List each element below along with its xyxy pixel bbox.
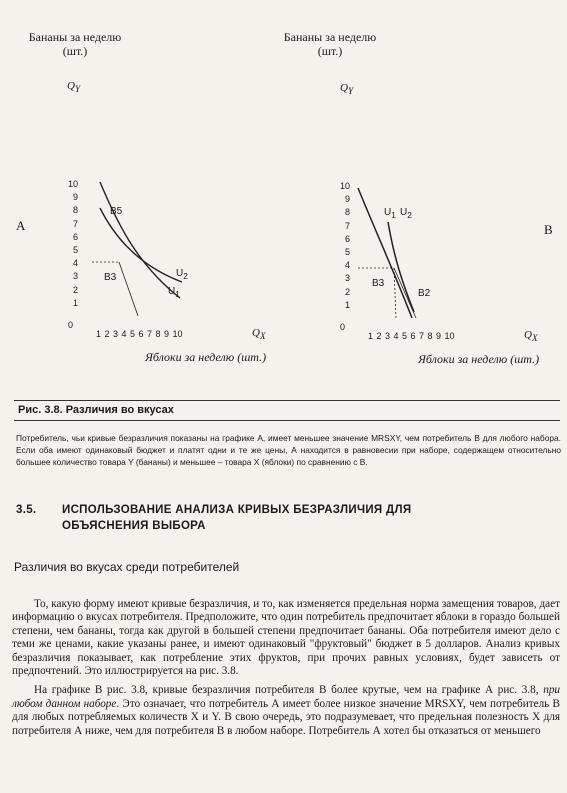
graph-a-side-label: A [16,218,26,233]
graph-b-label-u1: $U_1$ [384,207,396,220]
figure-title: Рис. 3.8. Различия во вкусах [18,404,174,416]
graph-b-origin: 0 [340,322,346,332]
graph-a-origin: 0 [68,320,74,330]
graph-a-x-title: Яблоки за неделю (шт.) [145,350,267,364]
graph-b-x-title: Яблоки за неделю (шт.) [418,352,540,366]
graph-b-y-title: Бананы за неделю (шт.) [283,30,377,58]
graph-b-label-u2: $U_2$ [400,207,412,220]
graph-b-side-label: B [544,222,553,237]
section-number: 3.5. [16,504,37,516]
graph-b-budget-line [394,268,416,318]
graph-a-y-title: Бананы за неделю (шт.) [28,30,122,58]
graph-a-budget-line [119,262,138,316]
graph-b-y-ticks: 10 9 8 7 6 5 4 3 2 1 [339,181,350,310]
graph-b-x-axis-label: $Q_X$ [524,329,538,344]
graph-a-curve-u2 [100,208,182,282]
graph-b-y-axis-label: $Q_Y$ [340,82,354,97]
graph-a-label-u2: $U_2$ [176,268,188,281]
graph-b-label-b3: B3 [372,278,385,289]
graph-b-x-ticks: 1 2 3 4 5 6 7 8 9 10 [368,331,455,341]
section-subtitle: Различия во вкусах среди потребителей [14,560,240,574]
graph-a-plot [80,170,270,330]
body-text [12,598,560,738]
graph-a-y-axis-label: $Q_Y$ [67,80,81,95]
graph-a-x-ticks: 1 2 3 4 5 6 7 8 9 10 [96,329,183,339]
paragraph-2: На графике В рис. 3.8, кривые безразличия потребителя В более крутые, чем на графике А рис. 3.8, при любом данном наборе. Это означает, что потребитель А имеет более низкое значение MRSXY, чем потребитель В для любых потребляемых количеств X и Y. В свою очередь, это подразумевает, что предельная полезность X для потребителя А ниже, чем для потребителя В в любом наборе. Потребитель А хотел бы отказаться от меньшего [12,684,560,737]
paragraph-1: То, какую форму имеют кривые безразличия, и то, как изменяется предельная норма замещения товаров, дает информацию о вкусах потребителя. Предположите, что один потребитель предпочитает яблоки в гораздо большей степени, чем бананы, тогда как другой в большей степени предпочитает бананы. Оба потребителя имеют дело с теми же ценами, какие указаны ранее, и имеют одинаковый "фруктовый" бюджет в 5 долларов. Анализ кривых безразличия показывает, как потребление этих фруктов, при прочих равных условиях, будет зависеть от предпочтений. Это иллюстрируется на рис. 3.8. [12,598,560,678]
figure-caption: Потребитель, чьи кривые безразличия показаны на графике А, имеет меньшее значение MRSXY, чем потребитель В для любого набора. Если оба имеют одинаковый бюджет и платят одни и те же цены, А находится в равновесии при наборе, содержащем относительно большее количество товара Y (бананы) и меньшее – товара X (яблоки) по сравнению с В. [16,433,561,467]
figure-title-rule [14,420,560,421]
figure-top-rule [14,400,560,401]
section-title: ИСПОЛЬЗОВАНИЕ АНАЛИЗА КРИВЫХ БЕЗРАЗЛИЧИЯ ДЛЯ ОБЪЯСНЕНИЯ ВЫБОРА [62,504,412,532]
graph-b-plot [352,172,462,332]
graph-a-label-u1: $U_1$ [168,286,180,299]
graph-a-x-axis-label: $Q_X$ [252,327,266,342]
graph-a-y-ticks: 10 9 8 7 6 5 4 3 2 1 [67,179,78,308]
graph-a-label-b3: B3 [104,272,117,283]
graph-a-label-b5: B5 [110,206,123,217]
graph-b-label-b2: B2 [418,288,431,299]
